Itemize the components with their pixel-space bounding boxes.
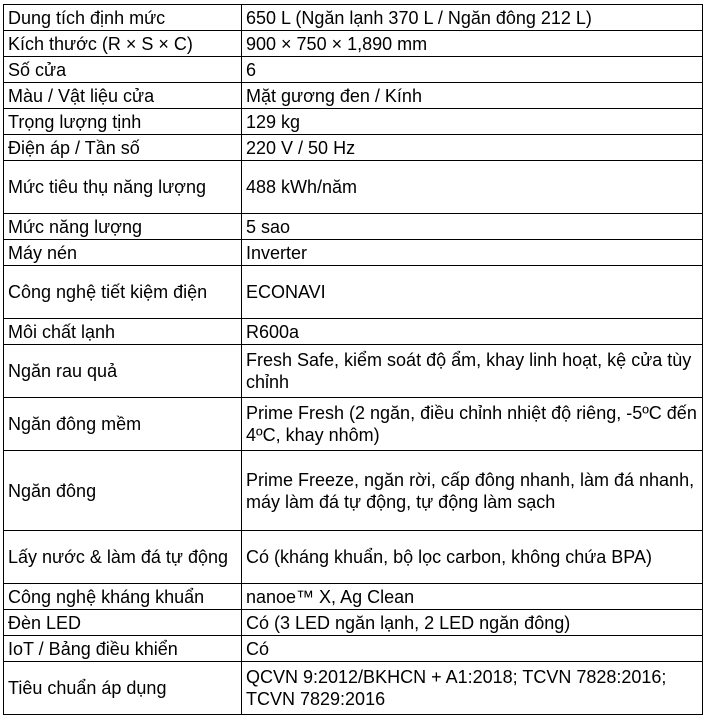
table-row (4, 31, 703, 57)
row-label: Máy nén (4, 240, 242, 266)
row-value: Prime Fresh (2 ngăn, điều chỉnh nhiệt độ riêng, -5ºC đến 4ºC, khay nhôm) (242, 398, 703, 451)
row-label: Màu / Vật liệu cửa (4, 83, 242, 109)
row-label: Số cửa (4, 57, 242, 83)
row-label: IoT / Bảng điều khiển (4, 636, 242, 662)
row-value: R600a (242, 319, 703, 345)
row-label: Kích thước (R × S × C) (4, 31, 242, 57)
table-row (4, 531, 703, 584)
row-value: nanoe™ X, Ag Clean (242, 584, 703, 610)
table-row (4, 57, 703, 83)
row-value: Có (3 LED ngăn lạnh, 2 LED ngăn đông) (242, 610, 703, 636)
row-value: ECONAVI (242, 266, 703, 319)
table-row (4, 398, 703, 451)
table-row (4, 610, 703, 636)
row-value: 220 V / 50 Hz (242, 135, 703, 161)
table-row (4, 135, 703, 161)
table-row (4, 214, 703, 240)
row-value: Inverter (242, 240, 703, 266)
table-row (4, 319, 703, 345)
row-value: 129 kg (242, 109, 703, 135)
row-label: Công nghệ kháng khuẩn (4, 584, 242, 610)
table-row (4, 345, 703, 398)
row-label: Điện áp / Tần số (4, 135, 242, 161)
row-value: Fresh Safe, kiểm soát độ ẩm, khay linh hoạt, kệ cửa tùy chỉnh (242, 345, 703, 398)
row-value: Có (kháng khuẩn, bộ lọc carbon, không chứa BPA) (242, 531, 703, 584)
table-row (4, 161, 703, 214)
table-row (4, 240, 703, 266)
row-value: 5 sao (242, 214, 703, 240)
row-label: Dung tích định mức (4, 5, 242, 31)
row-label: Tiêu chuẩn áp dụng (4, 662, 242, 715)
table-row (4, 451, 703, 531)
row-value: QCVN 9:2012/BKHCN + A1:2018; TCVN 7828:2016; TCVN 7829:2016 (242, 662, 703, 715)
table-row (4, 5, 703, 31)
row-label: Trọng lượng tịnh (4, 109, 242, 135)
row-value: 650 L (Ngăn lạnh 370 L / Ngăn đông 212 L) (242, 5, 703, 31)
row-value: 6 (242, 57, 703, 83)
table-row (4, 662, 703, 715)
table-row (4, 584, 703, 610)
row-value: Có (242, 636, 703, 662)
row-value: Mặt gương đen / Kính (242, 83, 703, 109)
table-row (4, 636, 703, 662)
row-label: Ngăn rau quả (4, 345, 242, 398)
table-row (4, 109, 703, 135)
row-value: Prime Freeze, ngăn rời, cấp đông nhanh, làm đá nhanh, máy làm đá tự động, tự động làm sạch (242, 451, 703, 531)
row-label: Mức năng lượng (4, 214, 242, 240)
row-label: Ngăn đông (4, 451, 242, 531)
spec-table (3, 4, 703, 715)
row-label: Môi chất lạnh (4, 319, 242, 345)
row-label: Đèn LED (4, 610, 242, 636)
row-value: 488 kWh/năm (242, 161, 703, 214)
row-label: Lấy nước & làm đá tự động (4, 531, 242, 584)
row-label: Công nghệ tiết kiệm điện (4, 266, 242, 319)
table-row (4, 83, 703, 109)
row-label: Ngăn đông mềm (4, 398, 242, 451)
row-value: 900 × 750 × 1,890 mm (242, 31, 703, 57)
table-row (4, 266, 703, 319)
row-label: Mức tiêu thụ năng lượng (4, 161, 242, 214)
